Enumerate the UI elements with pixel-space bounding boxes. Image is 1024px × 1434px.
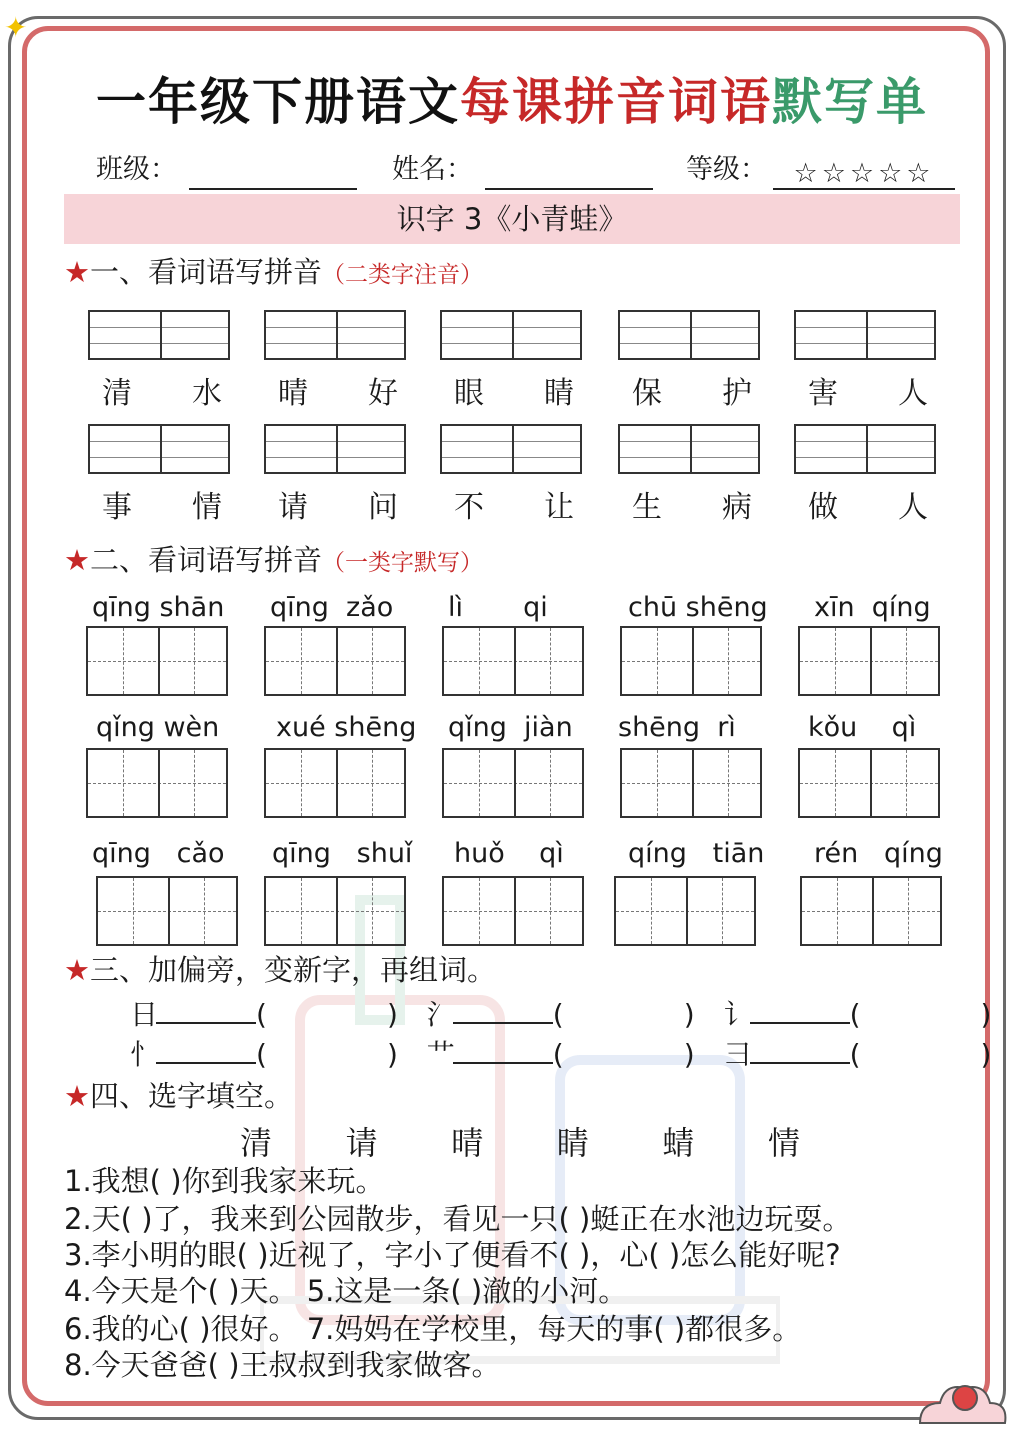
radical: 彐 — [723, 1038, 752, 1071]
word-char: 害 — [808, 376, 838, 411]
star-icon: ★ — [64, 953, 90, 987]
word-char: 生 — [632, 490, 662, 525]
word-char: 护 — [722, 376, 752, 411]
character-writing-box[interactable] — [798, 748, 940, 818]
word-char: 情 — [192, 490, 222, 525]
name-input-line[interactable] — [485, 154, 653, 190]
name-field — [392, 150, 653, 190]
character-writing-box[interactable] — [442, 876, 584, 946]
section3-heading — [64, 950, 496, 990]
sentence-2[interactable]: 2.天( )了，我来到公园散步，看见一只( )蜓正在水池边玩耍。 — [64, 1202, 852, 1236]
class-label: 班级： — [96, 154, 177, 185]
choice-char: 蜻 — [662, 1124, 695, 1162]
new-char-blank[interactable] — [453, 1032, 553, 1064]
pinyin-prompt: xīn qíng — [814, 592, 931, 623]
character-writing-box[interactable] — [96, 876, 238, 946]
word-characters — [454, 482, 574, 526]
pinyin-writing-box[interactable] — [794, 424, 936, 474]
pinyin-writing-box[interactable] — [794, 310, 936, 360]
word-characters — [278, 482, 398, 526]
word-char: 晴 — [278, 376, 308, 411]
section2-note: （一类字默写） — [322, 550, 484, 576]
character-writing-box[interactable] — [620, 748, 762, 818]
corner-star-icon: ✦ — [4, 11, 28, 44]
character-writing-box[interactable] — [264, 876, 406, 946]
section2-heading — [64, 540, 483, 583]
section4-title: 四、选字填空。 — [90, 1079, 294, 1113]
grade-field — [686, 150, 955, 190]
pinyin-prompt: qíng tiān — [628, 838, 765, 869]
pinyin-writing-box[interactable] — [440, 424, 582, 474]
section3-title: 三、加偏旁，变新字，再组词。 — [90, 953, 497, 987]
word-char: 不 — [454, 490, 484, 525]
word-char: 人 — [898, 490, 928, 525]
sentence-6-7[interactable]: 6.我的心( )很好。 7.妈妈在学校里，每天的事( )都很多。 — [64, 1312, 802, 1346]
character-writing-box[interactable] — [86, 748, 228, 818]
sentence-3[interactable]: 3.李小明的眼( )近视了，字小了便看不( )，心( )怎么能好呢? — [64, 1238, 841, 1272]
new-char-blank[interactable] — [750, 1032, 850, 1064]
word-characters — [632, 368, 752, 412]
cloud-decoration-icon — [910, 1378, 1010, 1428]
title-part-topic: 每课拼音词语 — [460, 73, 772, 131]
word-char: 人 — [898, 376, 928, 411]
new-char-blank[interactable] — [156, 1032, 256, 1064]
pinyin-writing-box[interactable] — [618, 310, 760, 360]
pinyin-writing-box[interactable] — [88, 310, 230, 360]
character-writing-box[interactable] — [86, 626, 228, 696]
choice-char: 请 — [345, 1124, 378, 1162]
character-writing-box[interactable] — [264, 626, 406, 696]
character-writing-box[interactable] — [442, 748, 584, 818]
title-part-type: 默写单 — [772, 73, 928, 131]
word-characters — [808, 482, 928, 526]
choice-characters — [240, 1118, 800, 1164]
section1-title: 一、看词语写拼音 — [90, 255, 323, 289]
new-char-blank[interactable] — [156, 992, 256, 1024]
pinyin-prompt: qǐng jiàn — [448, 712, 573, 743]
radical-row-2: 忄 ( ) 艹 ( ) 彐 ( ) — [130, 1032, 991, 1075]
choice-char: 清 — [240, 1124, 273, 1162]
word-characters — [632, 482, 752, 526]
name-label: 姓名： — [392, 154, 473, 185]
word-char: 病 — [722, 490, 752, 525]
word-characters — [102, 482, 222, 526]
word-char: 让 — [544, 490, 574, 525]
section2-title: 二、看词语写拼音 — [90, 543, 323, 577]
new-char-blank[interactable] — [453, 992, 553, 1024]
choice-char: 晴 — [451, 1124, 484, 1162]
section1-note: （二类字注音） — [322, 262, 484, 288]
pinyin-prompt: huǒ qì — [454, 838, 564, 869]
pinyin-prompt: qīng cǎo — [92, 838, 225, 869]
star-icon: ★ — [64, 543, 90, 577]
word-char: 水 — [192, 376, 222, 411]
pinyin-prompt: shēng rì — [618, 712, 736, 743]
character-writing-box[interactable] — [442, 626, 584, 696]
choice-char: 睛 — [556, 1124, 589, 1162]
grade-stars[interactable]: ☆☆☆☆☆ — [773, 154, 955, 190]
radical: 氵 — [426, 998, 455, 1031]
pinyin-prompt: kǒu qì — [808, 712, 917, 743]
word-characters — [454, 368, 574, 412]
pinyin-writing-box[interactable] — [264, 424, 406, 474]
word-char: 事 — [102, 490, 132, 525]
pinyin-writing-box[interactable] — [618, 424, 760, 474]
star-icon: ★ — [64, 1079, 90, 1113]
radical: 讠 — [723, 998, 752, 1031]
new-char-blank[interactable] — [750, 992, 850, 1024]
word-characters — [278, 368, 398, 412]
pinyin-prompt: qīng shān — [92, 592, 225, 623]
pinyin-prompt: lì qi — [448, 592, 548, 623]
radical: 日 — [130, 998, 159, 1031]
worksheet-title — [0, 70, 1024, 134]
word-char: 睛 — [544, 376, 574, 411]
word-char: 做 — [808, 490, 838, 525]
choice-char: 情 — [767, 1124, 800, 1162]
word-char: 眼 — [454, 376, 484, 411]
word-characters — [808, 368, 928, 412]
character-writing-box[interactable] — [800, 876, 942, 946]
star-icon: ★ — [64, 255, 90, 289]
sentence-8[interactable]: 8.今天爸爸( )王叔叔到我家做客。 — [64, 1348, 501, 1382]
section1-heading — [64, 252, 483, 295]
title-part-grade: 一年级下册语文 — [96, 73, 460, 131]
pinyin-prompt: xué shēng — [276, 712, 417, 743]
pinyin-prompt: rén qíng — [814, 838, 943, 869]
lesson-banner: 识字 3《小青蛙》 — [64, 194, 960, 244]
pinyin-prompt: qīng shuǐ — [272, 838, 413, 869]
radical: 艹 — [426, 1038, 455, 1071]
word-char: 好 — [368, 376, 398, 411]
section4-heading — [64, 1076, 293, 1116]
character-writing-box[interactable] — [264, 748, 406, 818]
sentence-4-5[interactable]: 4.今天是个( )天。 5.这是一条( )澈的小河。 — [64, 1274, 628, 1308]
character-writing-box[interactable] — [614, 876, 756, 946]
pinyin-prompt: chū shēng — [628, 592, 768, 623]
word-char: 清 — [102, 376, 132, 411]
word-characters — [102, 368, 222, 412]
pinyin-writing-box[interactable] — [88, 424, 230, 474]
word-char: 保 — [632, 376, 662, 411]
class-input-line[interactable] — [189, 154, 357, 190]
pinyin-writing-box[interactable] — [440, 310, 582, 360]
character-writing-box[interactable] — [798, 626, 940, 696]
radical-row-1: 日 ( ) 氵 ( ) 讠 ( ) — [130, 992, 991, 1035]
grade-label: 等级： — [686, 154, 767, 185]
word-char: 请 — [278, 490, 308, 525]
pinyin-prompt: qīng zǎo — [270, 592, 394, 623]
radical: 忄 — [130, 1038, 159, 1071]
class-field — [96, 150, 357, 190]
pinyin-prompt: qǐng wèn — [96, 712, 220, 743]
character-writing-box[interactable] — [620, 626, 762, 696]
sentence-1[interactable]: 1.我想( )你到我家来玩。 — [64, 1164, 385, 1198]
word-char: 问 — [368, 490, 398, 525]
pinyin-writing-box[interactable] — [264, 310, 406, 360]
